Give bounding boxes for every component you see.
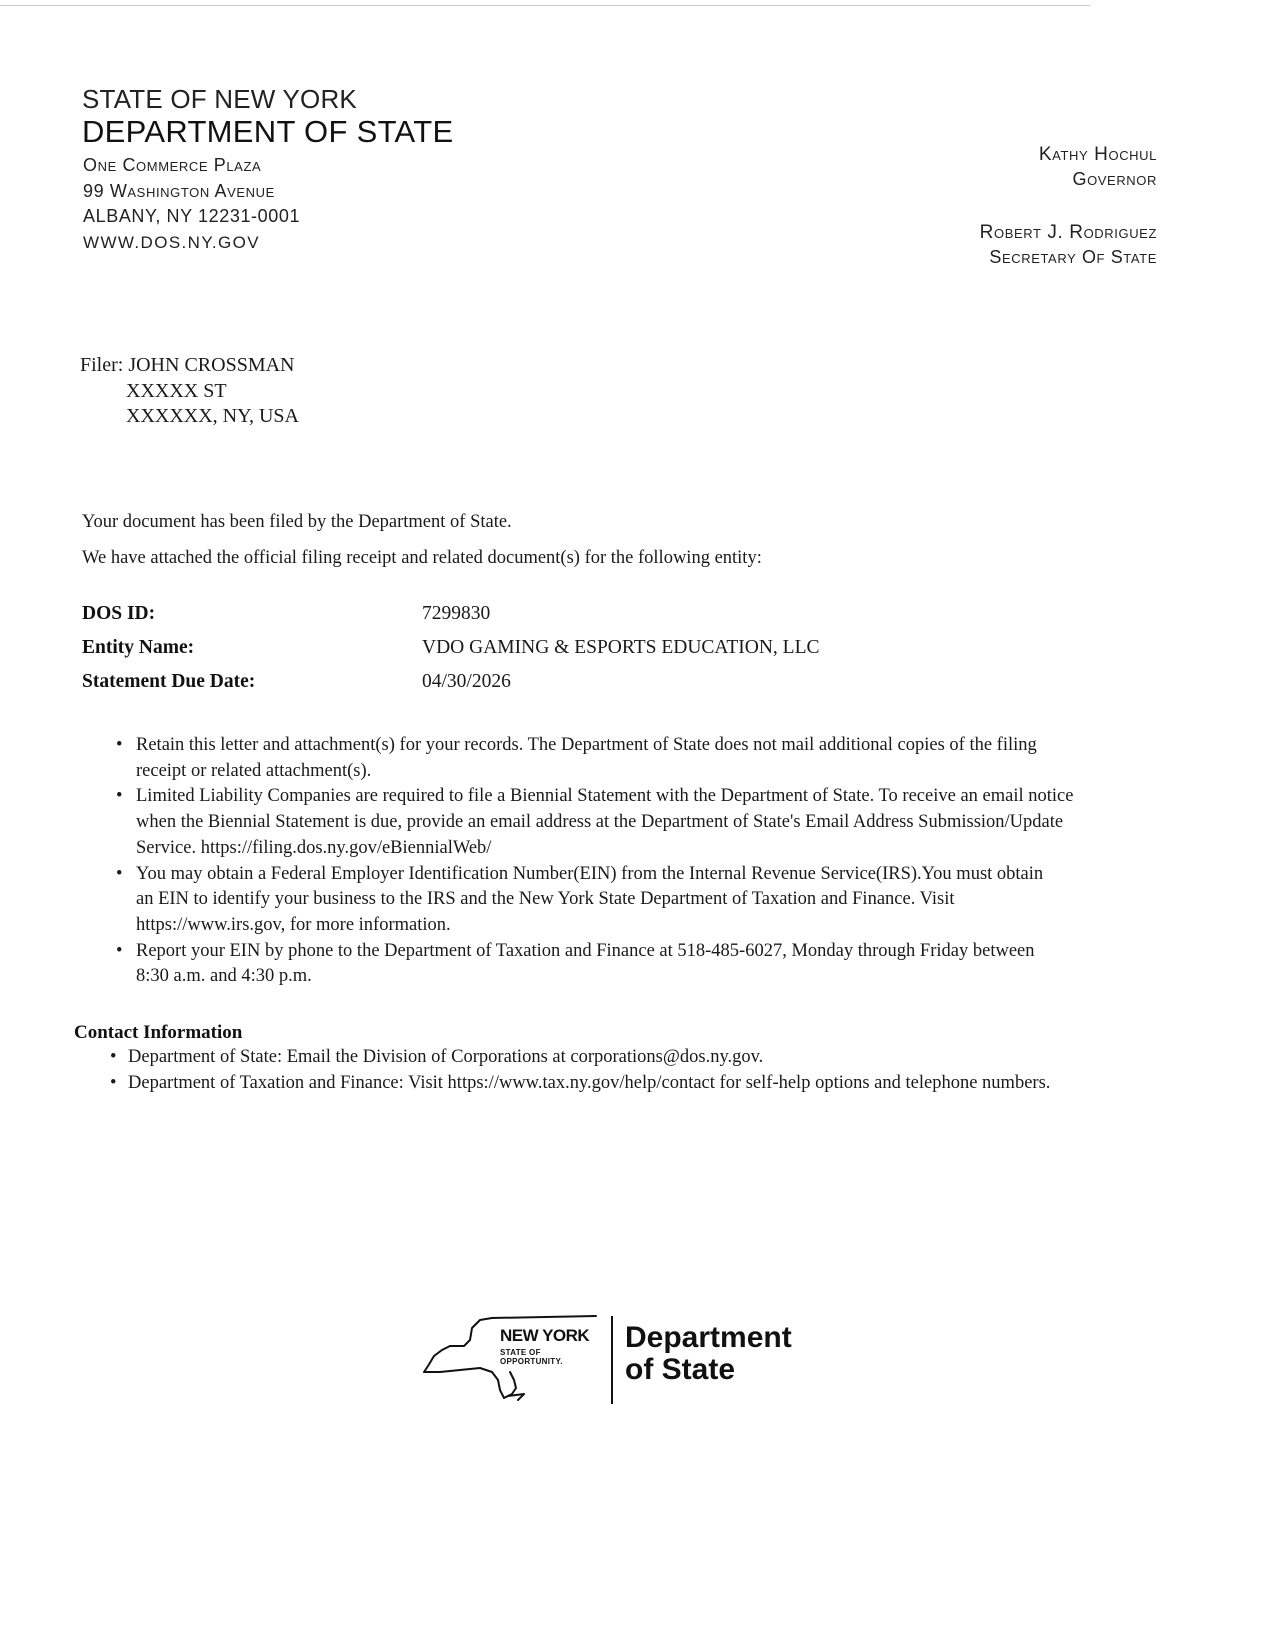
bullet-icon: • xyxy=(110,1047,117,1067)
statement-due-date-label: Statement Due Date: xyxy=(82,671,256,692)
list-item: • Limited Liability Companies are required to file a Biennial Statement with the Department of State. To receive an email notice when the Biennial Statement is due, provide an email address at the Department of State's Email Address Submission/Update Service. https://filing.dos.ny.gov/eBiennialWeb/ xyxy=(116,786,1074,858)
letterhead-address-line-1: One Commerce Plaza xyxy=(83,155,262,175)
letterhead-address-line-3: ALBANY, NY 12231-0001 xyxy=(83,206,301,226)
bullet-icon: • xyxy=(116,863,123,884)
list-item: • Report your EIN by phone to the Department of Taxation and Finance at 518-485-6027, Monday through Friday between 8:30 a.m. and 4:30 p.m. xyxy=(116,940,1035,987)
filer-block xyxy=(80,353,299,430)
filer-name: Filer: JOHN CROSSMAN xyxy=(80,354,295,376)
filer-street: XXXXX ST xyxy=(126,379,227,402)
bullet-icon: • xyxy=(116,940,123,961)
secretary-name: Robert J. Rodriguez xyxy=(979,222,1157,243)
logo-tagline: STATE OF OPPORTUNITY. xyxy=(500,1348,563,1366)
entity-name-value: VDO GAMING & ESPORTS EDUCATION, LLC xyxy=(422,637,820,658)
dos-id-label: DOS ID: xyxy=(82,603,156,624)
dos-id-value: 7299830 xyxy=(422,603,491,624)
filer-city: XXXXXX, NY, USA xyxy=(126,405,299,427)
list-item: • Retain this letter and attachment(s) for your records. The Department of State does not mail additional copies of the filing receipt or related attachment(s). xyxy=(116,735,1037,781)
statement-due-date-value: 04/30/2026 xyxy=(422,671,511,692)
logo-department-of-state: Department of State xyxy=(625,1321,792,1386)
letterhead-address-line-2: 99 Washington Avenue xyxy=(83,181,275,201)
bullet-icon: • xyxy=(116,735,123,755)
list-item: • Department of Taxation and Finance: Visit https://www.tax.ny.gov/help/contact for self-help options and telephone numbers. xyxy=(106,1071,1166,1097)
attachment-notice: We have attached the official filing receipt and related document(s) for the following entity: xyxy=(82,548,762,568)
contact-list xyxy=(106,1045,1166,1096)
letterhead-website: WWW.DOS.NY.GOV xyxy=(83,233,261,252)
list-item: • Department of State: Email the Division of Corporations at corporations@dos.ny.gov. xyxy=(106,1045,1166,1071)
nys-dos-logo xyxy=(420,1310,840,1410)
secretary-title: Secretary Of State xyxy=(989,247,1157,267)
instructions-list xyxy=(112,733,1147,990)
bullet-icon: • xyxy=(110,1072,117,1093)
logo-new-york: NEW YORK xyxy=(500,1326,590,1345)
top-rule xyxy=(0,5,1090,6)
governor-name: Kathy Hochul xyxy=(1038,144,1157,165)
entity-name-label: Entity Name: xyxy=(82,637,195,658)
contact-heading: Contact Information xyxy=(74,1022,243,1043)
bullet-icon: • xyxy=(116,786,123,807)
list-item: • You may obtain a Federal Employer Identification Number(EIN) from the Internal Revenue Service(IRS).You must obtain an EIN to identify your business to the IRS and the New York State Department of Taxation and Finance. Visit https://www.irs.gov, for more information. xyxy=(116,863,1044,935)
filed-notice: Your document has been filed by the Department of State. xyxy=(82,512,512,532)
logo-divider xyxy=(611,1316,613,1404)
letterhead-state: STATE OF NEW YORK xyxy=(82,84,357,114)
letterhead-department: DEPARTMENT OF STATE xyxy=(82,114,454,149)
governor-title: Governor xyxy=(1072,169,1157,189)
